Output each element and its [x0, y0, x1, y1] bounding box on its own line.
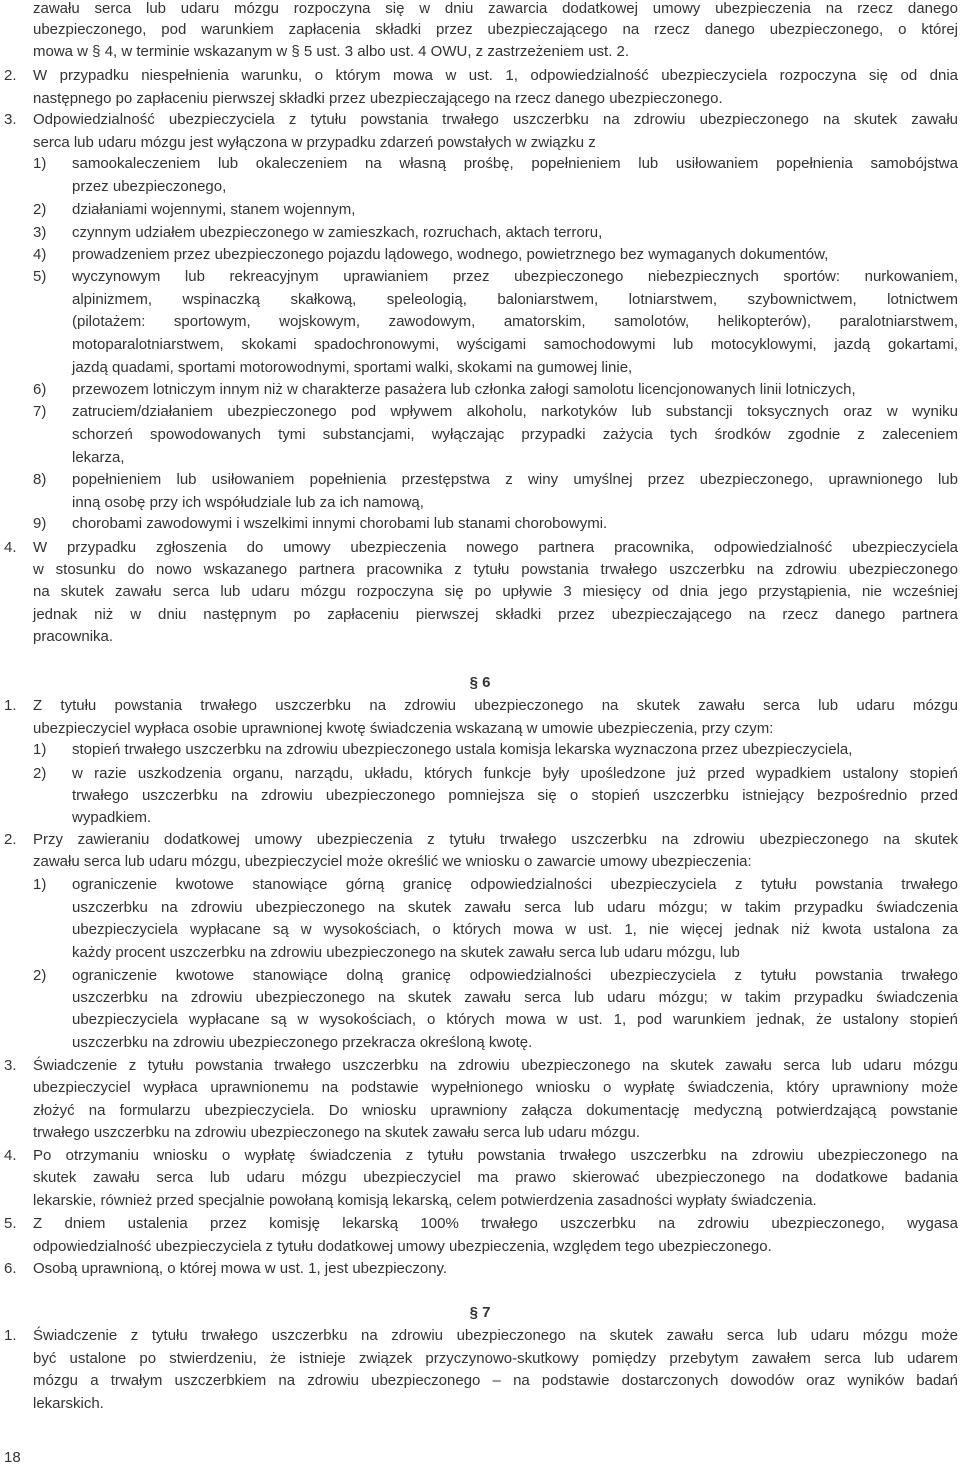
- paragraph-line: Po otrzymaniu wniosku o wypłatę świadczenia z tytułu powstania trwałego uszczerbku na zdrowiu ubezpieczonego na: [33, 1147, 958, 1164]
- list-item-line: przewozem lotniczym innym niż w charakterze pasażera lub członka załogi samolotu licencjonowanych linii lotniczych,: [72, 381, 856, 398]
- list-item-line: wypadkiem.: [72, 809, 152, 826]
- paragraph-line: Z tytułu powstania trwałego uszczerbku na zdrowiu ubezpieczonego na skutek zawału serca lub udaru mózgu: [33, 697, 958, 714]
- paragraph-line: na skutek zawału serca lub udaru mózgu rozpoczyna się po upływie 3 miesięcy od dnia jego przystąpienia, nie wcześniej: [33, 583, 958, 600]
- paragraph-line: W przypadku zgłoszenia do umowy ubezpieczenia nowego partnera pracownika, odpowiedzialność ubezpieczyciela: [33, 539, 958, 556]
- paragraph-number: 2.: [4, 67, 17, 84]
- list-item-line: lekarza,: [72, 449, 125, 466]
- list-item-line: ubezpieczyciela wypłacane są w wysokościach, o których mowa w ust. 1, pod warunkiem jednak, że ustalony stopień: [72, 1011, 958, 1028]
- list-item-line: czynnym udziałem ubezpieczonego w zamieszkach, rozruchach, aktach terroru,: [72, 224, 603, 241]
- list-item-number: 2): [33, 201, 47, 218]
- list-item-number: 8): [33, 471, 47, 488]
- paragraph-line: zawału serca lub udaru mózgu rozpoczyna się w dniu zawarcia dodatkowej umowy ubezpieczenia na rzecz danego: [33, 0, 958, 17]
- paragraph-number: 4.: [4, 539, 17, 556]
- paragraph-number: 4.: [4, 1147, 17, 1164]
- paragraph-line: pracownika.: [33, 628, 114, 645]
- list-item-line: każdy procent uszczerbku na zdrowiu ubezpieczonego na skutek zawału serca lub udaru mózgu, lub: [72, 944, 740, 961]
- list-item-line: trwałego uszczerbku na zdrowiu ubezpieczonego pomniejsza się o stopień uszczerbku istniejący bezpośrednio przed: [72, 787, 958, 804]
- list-item-number: 1): [33, 876, 47, 893]
- list-item-line: działaniami wojennymi, stanem wojennym,: [72, 201, 356, 218]
- paragraph-line: serca lub udaru mózgu jest wyłączona w przypadku zdarzeń powstałych w związku z: [33, 134, 596, 151]
- list-item-line: alpinizmem, wspinaczką skałkową, speleologią, baloniarstwem, lotniarstwem, szybownictwem, lotnictwem: [72, 291, 958, 308]
- paragraph-line: Świadczenie z tytułu trwałego uszczerbku na zdrowiu ubezpieczonego na skutek zawału serca lub udaru mózgu może: [33, 1327, 958, 1344]
- paragraph-number: 1.: [4, 1327, 17, 1344]
- paragraph-line: w stosunku do nowo wskazanego partnera pracownika z tytułu powstania trwałego uszczerbku na zdrowiu ubezpieczonego: [33, 561, 958, 578]
- page-number: 18: [4, 1449, 21, 1466]
- paragraph-line: trwałego uszczerbku na zdrowiu ubezpieczonego na skutek zawału serca lub udaru mózgu.: [33, 1124, 641, 1141]
- paragraph-line: skutek zawału serca lub udaru mózgu ubezpieczyciel ma prawo skierować ubezpieczonego na dodatkowe badania: [33, 1169, 958, 1186]
- list-item-line: ubezpieczyciela wypłacane są w wysokościach, o których mowa w ust. 1, nie więcej jednak niż kwota ustalona za: [72, 921, 958, 938]
- paragraph-number: 5.: [4, 1215, 17, 1232]
- list-item-line: (pilotażem: sportowym, wojskowym, zawodowym, amatorskim, samolotów, helikopterów), paralotniarstwem,: [72, 313, 958, 330]
- list-item-number: 5): [33, 268, 47, 285]
- list-item-number: 1): [33, 741, 47, 758]
- paragraph-line: lekarskich.: [33, 1395, 104, 1412]
- paragraph-line: ubezpieczyciel wypłaca uprawnionemu na podstawie wypełnionego wniosku o wypłatę świadczenia, który uprawniony może: [33, 1079, 958, 1096]
- paragraph-line: jednak niż w dniu następnym po zapłaceniu pierwszej składki przez ubezpieczającego na rzecz danego partnera: [33, 606, 958, 623]
- list-item-line: stopień trwałego uszczerbku na zdrowiu ubezpieczonego ustala komisja lekarska wyznaczona przez ubezpieczyciela,: [72, 741, 853, 758]
- list-item-line: jazdą quadami, sportami motorowodnymi, sportami walki, skokami na gumowej linie,: [72, 359, 633, 376]
- paragraph-line: mowa w § 4, w terminie wskazanym w § 5 ust. 3 albo ust. 4 OWU, z zastrzeżeniem ust. 2.: [33, 43, 630, 60]
- paragraph-number: 3.: [4, 111, 17, 128]
- list-item-number: 7): [33, 403, 47, 420]
- list-item-number: 2): [33, 967, 47, 984]
- list-item-number: 4): [33, 246, 47, 263]
- paragraph-line: Przy zawieraniu dodatkowej umowy ubezpieczenia z tytułu trwałego uszczerbku na zdrowiu ubezpieczonego na skutek: [33, 831, 958, 848]
- paragraph-line: ubezpieczonego, pod warunkiem zapłacenia składki przez ubezpieczającego na rzecz danego ubezpieczonego, o której: [33, 21, 958, 38]
- list-item-line: w razie uszkodzenia organu, narządu, układu, których funkcje były upośledzone już przed wypadkiem ustalony stopień: [72, 765, 958, 782]
- section-heading: § 7: [469, 1304, 491, 1321]
- list-item-number: 3): [33, 224, 47, 241]
- list-item-line: uszczerbku na zdrowiu ubezpieczonego przekracza określoną kwotę.: [72, 1034, 533, 1051]
- list-item-line: zatruciem/działaniem ubezpieczonego pod wpływem alkoholu, narkotyków lub substancji toksycznych oraz w wyniku: [72, 403, 958, 420]
- paragraph-number: 3.: [4, 1057, 17, 1074]
- list-item-line: ograniczenie kwotowe stanowiące górną granicę odpowiedzialności ubezpieczyciela z tytułu powstania trwałego: [72, 876, 958, 893]
- paragraph-line: odpowiedzialność ubezpieczyciela z tytułu dodatkowej umowy ubezpieczenia, względem tego ubezpieczonego.: [33, 1238, 772, 1255]
- paragraph-line: ubezpieczyciel wypłaca osobie uprawnionej kwotę świadczenia wskazaną w umowie ubezpieczenia, przy czym:: [33, 720, 774, 737]
- paragraph-line: zawału serca lub udaru mózgu, ubezpieczyciel może określić we wniosku o zawarcie umowy ubezpieczenia:: [33, 853, 752, 870]
- list-item-number: 9): [33, 515, 47, 532]
- list-item-line: samookaleczeniem lub okaleczeniem na własną prośbę, popełnieniem lub usiłowaniem popełnienia samobójstwa: [72, 155, 958, 172]
- paragraph-number: 2.: [4, 831, 17, 848]
- paragraph-line: Świadczenie z tytułu powstania trwałego uszczerbku na zdrowiu ubezpieczonego na skutek zawału serca lub udaru mózgu: [33, 1057, 958, 1074]
- list-item-line: chorobami zawodowymi i wszelkimi innymi chorobami lub stanami chorobowymi.: [72, 515, 608, 532]
- paragraph-line: być ustalone po stwierdzeniu, że istnieje związek przyczynowo-skutkowy pomiędzy przebytym zawałem serca lub udarem: [33, 1350, 958, 1367]
- paragraph-line: następnego po zapłaceniu pierwszej składki przez ubezpieczającego na rzecz danego ubezpieczonego.: [33, 90, 723, 107]
- section-heading: § 6: [469, 674, 491, 691]
- paragraph-line: lekarskie, również przed specjalnie powołaną komisją lekarską, celem potwierdzenia zasadności wypłaty świadczenia.: [33, 1192, 817, 1209]
- paragraph-line: W przypadku niespełnienia warunku, o którym mowa w ust. 1, odpowiedzialność ubezpieczyciela rozpoczyna się od dnia: [33, 67, 958, 84]
- list-item-line: przez ubezpieczonego,: [72, 178, 227, 195]
- list-item-line: motoparalotniarstwem, skokami spadochronowymi, wyścigami samochodowymi lub motocyklowymi, jazdą gokartami,: [72, 336, 958, 353]
- list-item-line: schorzeń spowodowanych tymi substancjami, wyłączając przypadki zażycia tych środków zgodnie z zaleceniem: [72, 426, 958, 443]
- list-item-number: 6): [33, 381, 47, 398]
- paragraph-line: mózgu a trwałym uszczerbkiem na zdrowiu ubezpieczonego – na podstawie dostarczonych dowodów oraz wyników badań: [33, 1372, 958, 1389]
- list-item-number: 2): [33, 765, 47, 782]
- paragraph-line: Odpowiedzialność ubezpieczyciela z tytułu powstania trwałego uszczerbku na zdrowiu ubezpieczonego na skutek zawału: [33, 111, 958, 128]
- paragraph-number: 6.: [4, 1260, 17, 1277]
- list-item-line: wyczynowym lub rekreacyjnym uprawianiem przez ubezpieczonego niebezpiecznych sportów: nurkowaniem,: [72, 268, 958, 285]
- list-item-line: uszczerbku na zdrowiu ubezpieczonego na skutek zawału serca lub udaru mózgu; w takim przypadku świadczenia: [72, 989, 958, 1006]
- list-item-line: ograniczenie kwotowe stanowiące dolną granicę odpowiedzialności ubezpieczyciela z tytułu powstania trwałego: [72, 967, 958, 984]
- paragraph-line: Z dniem ustalenia przez komisję lekarską 100% trwałego uszczerbku na zdrowiu ubezpieczonego, wygasa: [33, 1215, 958, 1232]
- list-item-number: 1): [33, 155, 47, 172]
- list-item-line: inną osobę przy ich współudziale lub za ich namową,: [72, 494, 424, 511]
- list-item-line: prowadzeniem przez ubezpieczonego pojazdu lądowego, wodnego, powietrznego bez wymaganych dokumentów,: [72, 246, 829, 263]
- list-item-line: uszczerbku na zdrowiu ubezpieczonego na skutek zawału serca lub udaru mózgu; w takim przypadku świadczenia: [72, 899, 958, 916]
- list-item-line: popełnieniem lub usiłowaniem popełnienia przestępstwa z winy umyślnej przez ubezpieczonego, uprawnionego lub: [72, 471, 958, 488]
- paragraph-line: złożyć na formularzu ubezpieczyciela. Do wniosku uprawniony załącza dokumentację medyczną potwierdzającą powstanie: [33, 1102, 958, 1119]
- paragraph-line: Osobą uprawnioną, o której mowa w ust. 1, jest ubezpieczony.: [33, 1260, 448, 1277]
- paragraph-number: 1.: [4, 697, 17, 714]
